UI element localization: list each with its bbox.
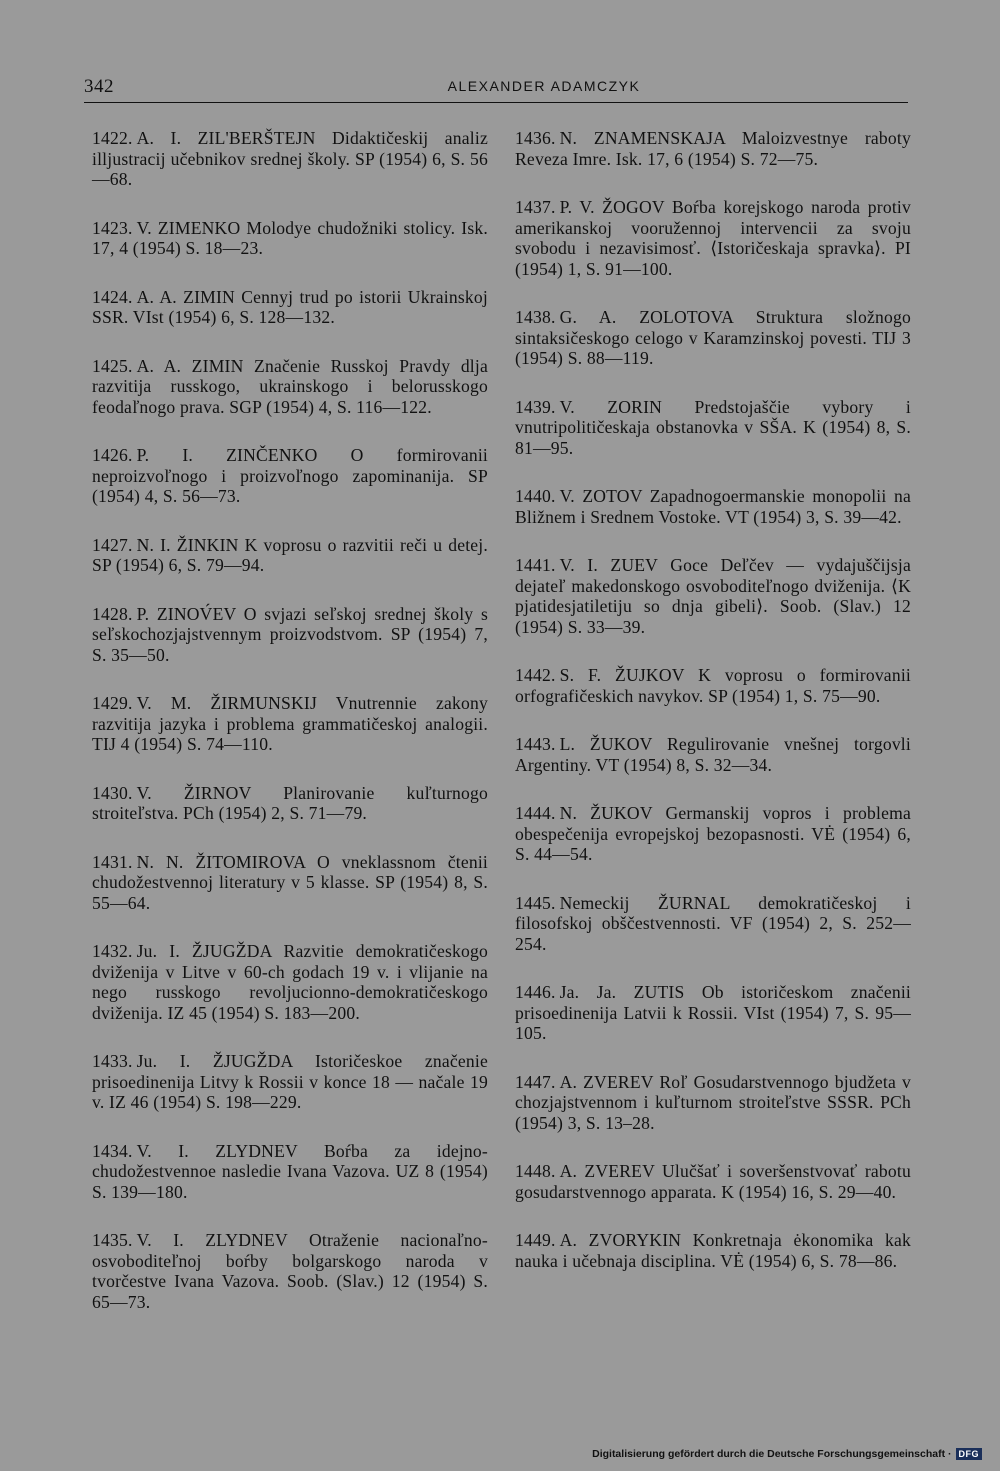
entry-number: 1441. [515, 555, 556, 575]
bibliography-entry [515, 555, 911, 637]
entry-number: 1437. [515, 197, 556, 217]
entry-number: 1424. [92, 286, 133, 307]
entry-number: 1442. [515, 665, 556, 685]
bibliography-entry [92, 693, 488, 755]
entry-text: Nemeckij ŽURNAL demokratičeskoj i filosofskoj obščestvennosti. VF (1954) 2, S. 252—254. [515, 892, 911, 954]
bibliography-entry [515, 197, 911, 279]
entry-text: A. A. ZIMIN Značenie Russkoj Pravdy dlja razvitija russkogo, ukrainskogo i belorusskogo feodaľnogo prava. SGP (1954) 4, S. 116—122. [92, 355, 488, 417]
entry-number: 1423. [92, 217, 133, 238]
entry-text: V. ZOTOV Zapadnogoermanskie monopolii na Bližnem i Srednem Vostoke. VT (1954) 3, S. 39—42. [515, 486, 911, 527]
entry-text: G. A. ZOLOTOVA Struktura složnogo sintaksičeskogo celogo v Karamzinskoj povesti. TIJ 3 (1954) S. 88—119. [515, 307, 911, 368]
entry-text: P. I. ZINČENKO O formirovanii neproizvoľnogo i proizvoľnogo zapominanija. SP (1954) 4, S. 56—73. [92, 445, 488, 506]
entry-text: N. N. ŽITOMIROVA O vneklassnom čtenii chudožestvennoj literatury v 5 klasse. SP (1954) 8, S. 55—64. [92, 851, 488, 913]
entry-text: N. I. ŽINKIN K voprosu o razvitii reči u detej. SP (1954) 6, S. 79—94. [92, 534, 488, 575]
bibliography-entry [92, 604, 488, 666]
entry-text: P. ZINOV́EV O svjazi seľskoj srednej školy s seľskochozjajstvennym proizvodstvom. SP (1954) 7, S. 35—50. [92, 603, 488, 665]
entry-number: 1427. [92, 534, 133, 555]
bibliography-entry [92, 1051, 488, 1113]
bibliography-entry [92, 1141, 488, 1203]
entry-number: 1445. [515, 892, 556, 913]
bibliography-entry [92, 356, 488, 418]
entry-number: 1447. [515, 1071, 556, 1092]
entry-number: 1439. [515, 396, 556, 417]
entry-text: V. M. ŽIRMUNSKIJ Vnutrennie zakony razvitija jazyka i problema grammatičeskoj analogii. TIJ 4 (1954) S. 74—110. [92, 693, 488, 754]
left-column [92, 128, 488, 1340]
entry-text: V. ZIMENKO Molodye chudožniki stolicy. Isk. 17, 4 (1954) S. 18—23. [92, 217, 488, 258]
bibliography-entry [515, 1161, 911, 1202]
entry-number: 1444. [515, 803, 556, 823]
bibliography-entry [515, 397, 911, 459]
entry-text: A. ZVEREV Roľ Gosudarstvennogo bjudžeta v chozjajstvennom i kuľturnom stroiteľstve SSSR. PCh (1954) 3, S. 13–28. [515, 1071, 911, 1133]
bibliography-entry [515, 128, 911, 169]
entry-text: L. ŽUKOV Regulirovanie vnešnej torgovli Argentiny. VT (1954) 8, S. 32—34. [515, 734, 911, 775]
entry-number: 1448. [515, 1161, 556, 1181]
entry-number: 1425. [92, 355, 133, 376]
entry-text: S. F. ŽUJKOV K voprosu o formirovanii orfografičeskich navykov. SP (1954) 1, S. 75—90. [515, 665, 911, 706]
entry-number: 1436. [515, 128, 556, 148]
entry-text: A. ZVORYKIN Konkretnaja ėkonomika kak nauka i učebnaja disciplina. VĖ (1954) 6, S. 78—86. [515, 1230, 911, 1271]
running-head: ALEXANDER ADAMCZYK [447, 78, 641, 94]
entry-text: N. ŽUKOV Germanskij vopros i problema obespečenija evropejskoj bezopasnosti. VĖ (1954) 6, S. 44—54. [515, 803, 911, 864]
entry-number: 1433. [92, 1051, 133, 1071]
dfg-logo: DFG [956, 1448, 983, 1460]
right-column [515, 128, 911, 1299]
entry-number: 1449. [515, 1230, 556, 1250]
entry-number: 1422. [92, 128, 133, 148]
bibliography-entry [92, 852, 488, 914]
entry-number: 1429. [92, 693, 133, 713]
bibliography-entry [515, 307, 911, 369]
bibliography-entry [515, 1072, 911, 1134]
bibliography-entry [92, 1230, 488, 1312]
bibliography-entry [92, 218, 488, 259]
entry-text: A. ZVEREV Ulučšať i soveršenstvovať rabotu gosudarstvennogo apparata. K (1954) 16, S. 29—40. [515, 1161, 911, 1202]
bibliography-entry [515, 1230, 911, 1271]
footer-credit: Digitalisierung gefördert durch die Deutsche Forschungsgemeinschaft · [592, 1448, 952, 1460]
entry-number: 1434. [92, 1140, 133, 1161]
entry-text: Ja. Ja. ZUTIS Ob istoričeskom značenii prisoedinenija Latvii k Rossii. VIst (1954) 7, S. 95—105. [515, 982, 911, 1043]
page-header [84, 74, 908, 103]
entry-number: 1435. [92, 1230, 133, 1250]
bibliography-entry [515, 982, 911, 1044]
entry-text: P. V. ŽOGOV Boŕba korejskogo naroda protiv amerikanskoj vooružennoj intervencii za svoju svobodu i nezavisimosť. ⟨Istoričeskaja spravka⟩. PI (1954) 1, S. 91—100. [515, 197, 911, 279]
entry-text: N. ZNAMENSKAJA Maloizvestnye raboty Reveza Imre. Isk. 17, 6 (1954) S. 72—75. [515, 128, 911, 169]
bibliography-entry [92, 287, 488, 328]
bibliography-entry [515, 803, 911, 865]
entry-text: V. ŽIRNOV Planirovanie kuľturnogo stroiteľstva. PCh (1954) 2, S. 71—79. [92, 782, 488, 823]
entry-number: 1438. [515, 307, 556, 327]
bibliography-entry [92, 445, 488, 507]
entry-text: Ju. I. ŽJUGŽDA Istoričeskoe značenie prisoedinenija Litvy k Rossii v konce 18 — načale 19 v. IZ 46 (1954) S. 198—229. [92, 1051, 488, 1112]
entry-number: 1440. [515, 486, 556, 506]
page-number: 342 [84, 76, 114, 97]
entry-text: V. I. ZUEV Goce Deľčev — vydajuščijsja dejateľ makedonskogo osvoboditeľnogo dviženija. ⟨K pjatidesjatiletiju so dnja gibeli⟩. Soob. (Slav.) 12 (1954) S. 33—39. [515, 555, 911, 637]
bibliography-entry [92, 128, 488, 190]
entry-number: 1430. [92, 782, 133, 803]
entry-number: 1432. [92, 941, 133, 961]
entry-text: Ju. I. ŽJUGŽDA Razvitie demokratičeskogo dviženija v Litve v 60-ch godach 19 v. i vlijanie na nego russkogo revoljucionno-demokratičeskogo dviženija. IZ 45 (1954) S. 183—200. [92, 941, 488, 1023]
entry-number: 1431. [92, 851, 133, 872]
entry-text: V. ZORIN Predstojaščie vybory i vnutripolitičeskaja obstanovka v SŠA. K (1954) 8, S. 81—95. [515, 396, 911, 458]
entry-number: 1428. [92, 603, 133, 624]
entry-text: A. A. ZIMIN Cennyj trud po istorii Ukrainskoj SSR. VIst (1954) 6, S. 128—132. [92, 286, 488, 327]
bibliography-entry [92, 535, 488, 576]
entry-number: 1426. [92, 445, 133, 465]
entry-text: A. I. ZIL'BERŠTEJN Didaktičeskij analiz illjustracij učebnikov srednej školy. SP (1954) 6, S. 56—68. [92, 128, 488, 189]
entry-text: V. I. ZLYDNEV Otraženie nacionaľno-osvoboditeľnoj boŕby bolgarskogo naroda v tvorčestve Ivana Vazova. Soob. (Slav.) 12 (1954) S. 65—73. [92, 1230, 488, 1312]
entry-text: V. I. ZLYDNEV Boŕba za idejno-chudožestvennoe nasledie Ivana Vazova. UZ 8 (1954) S. 139—180. [92, 1140, 488, 1202]
entry-number: 1443. [515, 734, 556, 754]
footer [592, 1448, 982, 1460]
bibliography-entry [515, 665, 911, 706]
bibliography-entry [515, 893, 911, 955]
entry-number: 1446. [515, 982, 556, 1002]
bibliography-entry [92, 941, 488, 1023]
bibliography-entry [515, 734, 911, 775]
bibliography-entry [515, 486, 911, 527]
bibliography-entry [92, 783, 488, 824]
